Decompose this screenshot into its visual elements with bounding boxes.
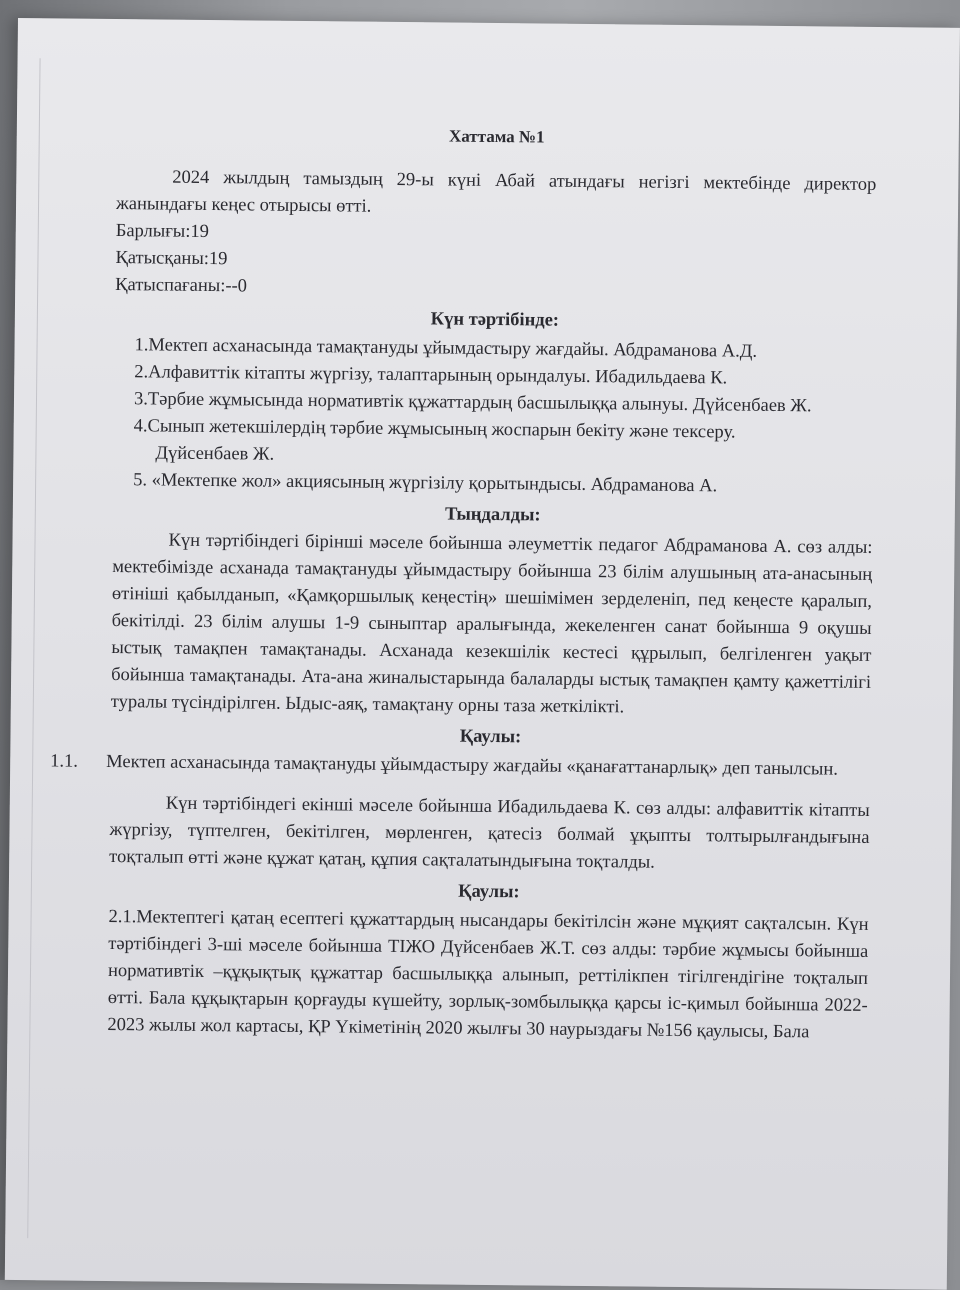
stat-total: Барлығы:19 — [115, 221, 210, 243]
agenda-item-3: 3.Тәрбие жұмысында нормативтік құжаттардың басшылыққа алынуы. Дүйсенбаев Ж. — [133, 389, 812, 417]
agenda-list — [133, 332, 875, 502]
agenda-heading: Күн тәртібінде: — [430, 309, 560, 331]
listened-heading: Тыңдалды: — [444, 504, 541, 526]
decision-2-heading: Қаулы: — [458, 881, 520, 903]
page-edge-line — [27, 58, 40, 1238]
decision-1-text: Мектеп асханасында тамақтануды ұйымдастыру жағдайы «қанағаттанарлық» деп танылсын. — [106, 751, 839, 780]
document-title: Хаттама №1 — [448, 126, 545, 147]
decision-1 — [50, 749, 870, 784]
second-item-paragraph: Күн тәртібіндегі екінші мәселе бойынша Ибадильдаева К. сөз алды: алфавиттік кітапты жүргізу, түптелген, бекітілген, мөрленген, қатесіз болмай ұқыпты толтырылғандығына тоқталып өтті және құжат қатаң, құпия сақталатындығына тоқталды. — [109, 793, 870, 873]
decision-1-heading: Қаулы: — [459, 726, 522, 748]
paper-sheet — [5, 18, 960, 1290]
decision-2-paragraph: 2.1.Мектептегі қатаң есептегі құжаттардың нысандары бекітілсін және мұқият сақталсын. Күн тәртібіндегі 3-ші мәселе бойынша ТІЖО Дүйсенбаев Ж.Т. сөз алды: тәрбие жұмысы бойынша нормативтік –құқықтық құжаттар басшылыққа алынып, реттілікпен тігілгендігіне тоқталып өтті. Бала құқықтарын қорғауды күшейту, зорлық-зомбылыққа қарсы іс-қимыл бойынша 2022-2023 жылы жол картасы, ҚР Үкіметінің 2020 жылғы 30 наурыздағы №156 қаулысы, Бала — [107, 906, 869, 1043]
agenda-item-5: 5. «Мектепке жол» акциясының жүргізілу қорытындысы. Абдраманова А. — [133, 470, 718, 497]
stat-absent: Қатыспағаны:--0 — [115, 275, 248, 297]
document-body — [50, 119, 877, 1047]
agenda-item-1: 1.Мектеп асханасында тамақтануды ұйымдастыру жағдайы. Абдраманова А.Д. — [134, 335, 758, 362]
listened-paragraph: Күн тәртібіндегі бірінші мәселе бойынша әлеуметтік педагог Абдраманова А. сөз алды: мектебімізде асханада тамақтануды ұйымдастыру бойынша 23 білім алушының ата-анасының өтініші қабылданып, «Қамқоршылық кеңестің» шешімімен зерделеніп, пед кеңесте қаралып, бекітілді. 23 білім алушы 1-9 сыныптар аралығында, жекеленген санат бойынша 9 оқушы ыстық тамақпен тамақтанады. Асханада кезекшілік кестесі құрылып, белгіленген уақыт бойынша тамақтанады. Ата-ана жиналыстарында балаларды ыстық тамақпен қамту қажеттілігі туралы түсіндірілген. Ыдыс-аяқ, тамақтану орны таза жеткілікті. — [110, 530, 873, 718]
agenda-item-2: 2.Алфавиттік кітапты жүргізу, талаптарының орындалуы. Ибадильдаева К. — [134, 362, 728, 389]
decision-1-number: 1.1. — [50, 751, 79, 772]
intro-paragraph: 2024 жылдың тамыздың 29-ы күні Абай атындағы негізгі мектебінде директор жанындағы кеңес отырысы өтті. — [115, 167, 877, 217]
agenda-item-4: 4.Сынып жетекшілердің тәрбие жұмысының жоспарын бекіту және тексеру. — [133, 416, 736, 443]
stat-present: Қатысқаны:19 — [115, 248, 228, 270]
agenda-item-4-speaker: Дүйсенбаев Ж. — [155, 443, 275, 465]
